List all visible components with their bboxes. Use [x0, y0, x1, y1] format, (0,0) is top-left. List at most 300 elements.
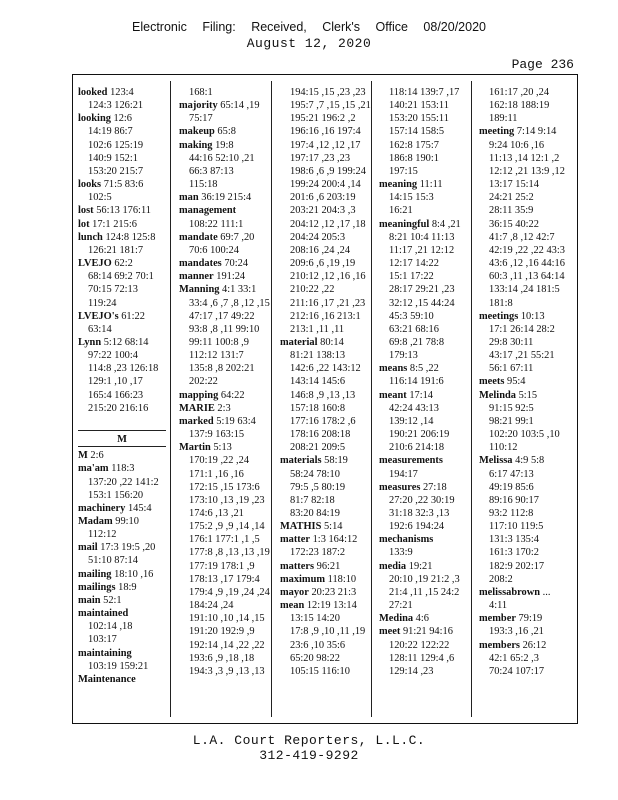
index-references: 11:17 ,21 12:12: [389, 244, 455, 256]
index-references: 42:19 ,22 ,22 43:3: [489, 244, 565, 256]
index-entry: [179, 191, 267, 204]
index-references: 17:8 ,9 ,10 ,11 ,19: [290, 626, 366, 638]
index-references: 179:4 ,9 ,19 ,24 ,24: [189, 586, 270, 598]
index-references: 1:3 164:12: [312, 534, 358, 546]
index-term: mapping: [179, 389, 219, 401]
index-term: manner: [179, 271, 214, 283]
index-references: 97:22 100:4: [88, 350, 138, 362]
index-references: 102:6 125:19: [88, 139, 144, 151]
index-term: Maintenance: [78, 673, 136, 685]
index-entry: [280, 336, 368, 349]
index-entry: [379, 612, 467, 625]
index-entry: [479, 612, 567, 625]
index-references: 208:2: [489, 573, 513, 585]
index-references: 36:19 215:4: [201, 192, 252, 204]
section-letter: M: [78, 430, 166, 447]
index-references: 14:15 15:3: [389, 192, 434, 204]
index-references: 112:12: [88, 529, 117, 541]
index-entry: [78, 178, 166, 191]
index-term: measurements: [379, 455, 443, 467]
index-references: 8:4 ,21: [431, 218, 461, 230]
index-references: 11:11: [419, 179, 443, 191]
index-entry: [78, 673, 166, 686]
index-references: ...: [542, 586, 551, 598]
index-references: 131:3 135:4: [489, 534, 539, 546]
index-references: 137:9 163:15: [189, 429, 245, 441]
index-entry: [479, 389, 567, 402]
column-divider: [371, 81, 372, 717]
index-entry: [179, 139, 267, 152]
index-term: M: [78, 450, 88, 462]
index-entry: [179, 402, 267, 415]
index-entry: [479, 310, 567, 323]
index-references: 213:1 ,11 ,11: [290, 323, 345, 335]
index-references: 186:8 190:1: [389, 152, 439, 164]
index-references: 64:22: [220, 389, 245, 401]
index-term: lot: [78, 218, 90, 230]
index-entry: [78, 541, 166, 554]
index-references: 12:12 ,21 13:9 ,12: [489, 165, 565, 177]
index-entry: [78, 594, 166, 607]
index-references: 191:20 192:9 ,9: [189, 626, 255, 638]
index-references: 195:7 ,7 ,15 ,15 ,21: [290, 100, 371, 112]
index-references: 75:17: [189, 113, 213, 125]
index-references: 5:19 63:4: [216, 415, 256, 427]
index-references: 146:8 ,9 ,13 ,13: [290, 389, 356, 401]
index-references: 194:3 ,3 ,9 ,13 ,13: [189, 665, 265, 677]
index-references: 129:14 ,23: [389, 665, 434, 677]
index-references: 135:8 ,8 202:21: [189, 363, 255, 375]
index-term: matters: [280, 560, 315, 572]
index-entry: [179, 125, 267, 138]
index-references: 103:19 159:21: [88, 660, 149, 672]
index-references: 70:24: [224, 258, 249, 270]
index-references: 8:5 ,22: [409, 363, 439, 375]
index-term: main: [78, 594, 101, 606]
index-references: 65:14 ,19: [220, 100, 260, 112]
index-references: 19:21: [408, 560, 433, 572]
index-references: 128:11 129:4 ,6: [389, 652, 455, 664]
index-references: 197:15: [389, 165, 418, 177]
index-references: 12:6: [113, 113, 133, 125]
index-term: mailings: [78, 581, 116, 593]
index-term: meet: [379, 626, 401, 638]
index-references: 210:12 ,12 ,16 ,16: [290, 271, 366, 283]
index-references: 102:14 ,18: [88, 621, 133, 633]
index-references: 41:7 ,8 ,12 42:7: [489, 231, 555, 243]
index-references: 17:14: [409, 389, 433, 401]
index-references: 70:24 107:17: [489, 665, 545, 677]
index-references: 119:24: [88, 297, 117, 309]
index-references: 177:8 ,8 ,13 ,13 ,19: [189, 547, 270, 559]
index-references: 161:3 170:2: [489, 547, 539, 559]
index-references: 168:1: [189, 87, 213, 98]
index-term: management: [179, 205, 237, 217]
index-references: 181:8: [489, 297, 513, 309]
index-references: 191:10 ,10 ,14 ,15: [189, 613, 265, 625]
index-entry: [379, 178, 467, 191]
index-references: 81:7 82:18: [290, 494, 335, 506]
index-column-3: [280, 86, 371, 723]
index-entry: [379, 362, 467, 375]
index-references: 12:19 13:14: [306, 600, 357, 612]
index-references: 71:5 83:6: [103, 179, 144, 191]
index-entry: [379, 560, 467, 573]
index-references: 58:24 78:10: [290, 468, 340, 480]
index-references: 27:20 ,22 30:19: [389, 494, 455, 506]
index-term: Manning: [179, 284, 220, 296]
index-references: 193:6 ,9 ,18 ,18: [189, 652, 255, 664]
index-term: making: [179, 139, 213, 151]
index-entry: [78, 218, 166, 231]
index-entry: [179, 441, 267, 454]
index-term: mayor: [280, 586, 309, 598]
index-references: 191:24: [216, 271, 246, 283]
index-entry: [379, 218, 467, 231]
index-term: mandate: [179, 231, 218, 243]
index-references: 124:8 125:8: [105, 231, 156, 243]
index-column-4: [379, 86, 467, 723]
index-column-2: [179, 86, 270, 723]
index-entry: [479, 375, 567, 388]
index-references: 99:10: [115, 516, 139, 527]
index-term: MARIE: [179, 402, 215, 414]
index-references: 70:6 100:24: [189, 244, 239, 256]
index-references: 145:4: [127, 502, 152, 514]
index-references: 29:8 30:11: [489, 336, 534, 348]
index-references: 28:17 29:21 ,23: [389, 284, 455, 296]
index-references: 4:1 33:1: [222, 284, 257, 296]
index-term: looked: [78, 87, 108, 98]
index-references: 204:24 205:3: [290, 231, 346, 243]
index-entry: [78, 112, 166, 125]
index-entry: [379, 625, 467, 638]
index-references: 56:1 67:11: [489, 363, 534, 375]
index-references: 212:16 ,16 213:1: [290, 310, 361, 322]
index-references: 43:6 ,12 ,16 44:16: [489, 258, 565, 270]
index-entry: [78, 607, 166, 620]
index-term: lunch: [78, 231, 103, 243]
index-references: 17:3 19:5 ,20: [100, 542, 156, 554]
index-references: 69:8 ,21 78:8: [389, 336, 445, 348]
index-references: 103:17: [88, 634, 117, 646]
index-references: 123:4: [110, 87, 134, 98]
index-entry: [280, 533, 368, 546]
index-term: Melissa: [479, 455, 513, 467]
index-references: 13:15 14:20: [290, 613, 340, 625]
blank-line: [78, 415, 166, 428]
index-references: 23:6 ,10 35:6: [290, 639, 346, 651]
index-entry: [78, 568, 166, 581]
index-term: meeting: [479, 126, 515, 138]
index-references: 33:4 ,6 ,7 ,8 ,12 ,15: [189, 297, 270, 309]
index-references: 45:3 59:10: [389, 310, 434, 322]
index-entry: [179, 204, 267, 217]
index-references: 210:6 214:18: [389, 442, 445, 454]
index-references: 211:16 ,17 ,21 ,23: [290, 297, 366, 309]
index-term: looks: [78, 179, 102, 191]
index-references: 203:21 204:3 ,3: [290, 205, 356, 217]
index-entry: [379, 389, 467, 402]
index-references: 70:15 72:13: [88, 284, 138, 296]
index-references: 93:2 112:8: [489, 508, 534, 519]
index-references: 9:24 10:6 ,16: [489, 139, 545, 151]
index-references: 112:12 131:7: [189, 350, 244, 362]
index-references: 61:22: [121, 310, 145, 322]
index-references: 153:20 215:7: [88, 165, 144, 177]
index-term: mean: [280, 600, 305, 612]
index-references: 162:18 188:19: [489, 100, 550, 112]
index-references: 190:21 206:19: [389, 429, 450, 441]
column-divider: [271, 81, 272, 717]
index-references: 99:11 100:8 ,9: [189, 336, 249, 348]
index-references: 98:21 99:1: [489, 415, 534, 427]
index-references: 210:22 ,22: [290, 284, 335, 296]
index-references: 60:3 ,11 ,13 64:14: [489, 271, 565, 283]
index-references: 10:13: [520, 310, 545, 322]
index-references: 137:20 ,22 141:2: [88, 476, 159, 488]
index-references: 4:6: [415, 613, 429, 625]
index-references: 56:13 176:11: [96, 205, 151, 217]
index-entry: [379, 481, 467, 494]
index-entry: [78, 449, 166, 462]
index-term: materials: [280, 455, 322, 467]
index-references: 52:1: [103, 594, 122, 606]
index-references: 79:19: [518, 613, 543, 625]
index-term: meant: [379, 389, 407, 401]
index-references: 153:20 155:11: [389, 113, 449, 125]
index-term: means: [379, 363, 408, 375]
index-references: 20:23 21:3: [311, 586, 357, 598]
index-references: 177:19 178:1 ,9: [189, 560, 255, 572]
index-term: meaningful: [379, 218, 430, 230]
index-term: Martin: [179, 442, 211, 454]
index-term: melissabrown: [479, 586, 541, 598]
index-term: mandates: [179, 258, 222, 270]
index-references: 115:18: [189, 179, 218, 191]
index-term: maintained: [78, 608, 129, 620]
index-references: 27:21: [389, 600, 413, 612]
index-references: 68:14 69:2 70:1: [88, 271, 154, 283]
index-references: 177:16 178:2 ,6: [290, 415, 356, 427]
index-references: 176:1 177:1 ,1 ,5: [189, 534, 260, 546]
index-references: 189:11: [489, 113, 518, 125]
index-references: 5:12 68:14: [103, 336, 149, 348]
index-entry: [280, 573, 368, 586]
index-entry: [280, 586, 368, 599]
index-entry: [179, 99, 267, 112]
index-references: 199:24 200:4 ,14: [290, 179, 361, 191]
index-term: meets: [479, 376, 505, 388]
index-references: 43:17 ,21 55:21: [489, 350, 555, 362]
index-entry: [78, 257, 166, 270]
filing-stamp: Electronic Filing: Received, Clerk's Office 08/20/2020: [132, 20, 486, 34]
index-entry: [78, 502, 166, 515]
index-term: meaning: [379, 179, 418, 191]
index-term: maximum: [280, 573, 326, 585]
index-references: 63:21 68:16: [389, 323, 439, 335]
index-references: 201:6 ,6 203:19: [290, 192, 356, 204]
index-term: MATHIS: [280, 521, 322, 533]
index-references: 32:12 ,15 44:24: [389, 297, 455, 309]
index-references: 20:10 ,19 21:2 ,3: [389, 573, 460, 585]
index-entry: [78, 462, 166, 475]
index-references: 36:15 40:22: [489, 218, 539, 230]
index-references: 31:18 32:3 ,13: [389, 508, 450, 519]
index-entry: [78, 515, 166, 528]
index-references: 42:1 65:2 ,3: [489, 652, 539, 664]
index-term: Madam: [78, 516, 113, 527]
index-entry: [280, 454, 368, 467]
index-references: 93:8 ,8 ,11 99:10: [189, 323, 260, 335]
index-references: 140:9 152:1: [88, 152, 138, 164]
index-references: 8:21 10:4 11:13: [389, 231, 455, 243]
index-entry: [379, 454, 467, 467]
index-references: 44:16 52:10 ,21: [189, 152, 255, 164]
index-references: 114:8 ,23 126:18: [88, 363, 159, 375]
index-references: 7:14 9:14: [516, 126, 557, 138]
index-references: 172:23 187:2: [290, 547, 346, 559]
index-references: 133:14 ,24 181:5: [489, 284, 560, 296]
index-entry: [479, 454, 567, 467]
index-references: 80:14: [320, 336, 344, 348]
index-references: 209:6 ,6 ,19 ,19: [290, 258, 356, 270]
index-references: 105:15 116:10: [290, 665, 350, 677]
index-term: measures: [379, 481, 421, 493]
index-entry: [78, 310, 166, 323]
index-references: 6:17 47:13: [489, 468, 534, 480]
index-references: 117:10 119:5: [489, 521, 544, 533]
index-term: Melinda: [479, 389, 516, 401]
index-references: 120:22 122:22: [389, 639, 450, 651]
index-term: member: [479, 613, 516, 625]
index-entry: [179, 415, 267, 428]
index-references: 13:17 15:14: [489, 179, 539, 191]
index-entry: [479, 125, 567, 138]
index-term: mailing: [78, 568, 112, 580]
index-references: 24:21 25:2: [489, 192, 534, 204]
index-term: lost: [78, 205, 94, 217]
index-references: 96:21: [316, 560, 341, 572]
index-references: 5:14: [323, 521, 343, 533]
index-term: meetings: [479, 310, 519, 322]
index-references: 129:1 ,10 ,17: [88, 376, 143, 388]
index-entry: [78, 86, 166, 99]
index-entry: [479, 639, 567, 652]
index-references: 2:6: [90, 450, 104, 462]
index-references: 196:16 ,16 197:4: [290, 126, 361, 138]
index-references: 202:22: [189, 376, 218, 388]
column-divider: [170, 81, 171, 717]
index-references: 49:19 85:6: [489, 481, 534, 493]
index-term: maintaining: [78, 647, 132, 659]
index-entry: [78, 647, 166, 660]
index-term: mechanisms: [379, 534, 434, 546]
reporter-phone: 312-419-9292: [259, 748, 359, 763]
index-references: 83:20 84:19: [290, 508, 340, 519]
index-term: matter: [280, 534, 310, 546]
index-column-5: [479, 86, 567, 723]
index-references: 204:12 ,12 ,17 ,18: [290, 218, 366, 230]
index-references: 197:17 ,23 ,23: [290, 152, 351, 164]
index-references: 116:14 191:6: [389, 376, 444, 388]
index-references: 4:9 5:8: [515, 455, 545, 467]
index-references: 162:8 175:7: [389, 139, 439, 151]
index-column-1: [78, 86, 166, 723]
index-term: material: [280, 336, 318, 348]
index-references: 21:4 ,11 ,15 24:2: [389, 586, 460, 598]
index-entry: [78, 204, 166, 217]
index-references: 11:13 ,14 12:1 ,2: [489, 152, 560, 164]
index-references: 161:17 ,20 ,24: [489, 87, 550, 98]
index-references: 118:14 139:7 ,17: [389, 87, 460, 98]
reporter-name: L.A. Court Reporters, L.L.C.: [192, 733, 426, 748]
hearing-date: August 12, 2020: [246, 36, 372, 51]
index-references: 27:18: [422, 481, 447, 493]
index-references: 110:12: [489, 442, 518, 454]
index-term: man: [179, 192, 199, 204]
index-term: LVEJO: [78, 258, 112, 270]
index-references: 62:2: [114, 258, 133, 270]
index-references: 194:17: [389, 468, 418, 480]
index-entry: [280, 599, 368, 612]
index-references: 165:4 166:23: [88, 389, 144, 401]
index-references: 58:19: [324, 455, 348, 467]
index-term: Lynn: [78, 336, 102, 348]
index-references: 118:10: [327, 573, 357, 585]
index-references: 133:9: [389, 547, 413, 559]
index-references: 208:16 ,24 ,24: [290, 244, 351, 256]
index-entry: [179, 270, 267, 283]
index-entry: [479, 586, 567, 599]
index-entry: [78, 336, 166, 349]
index-references: 179:13: [389, 350, 418, 362]
index-references: 184:24 ,24: [189, 600, 234, 612]
index-references: 89:16 90:17: [489, 494, 539, 506]
index-references: 19:8: [215, 139, 234, 151]
index-references: 91:15 92:5: [489, 402, 534, 414]
index-references: 65:8: [217, 126, 236, 138]
index-references: 192:6 194:24: [389, 521, 445, 533]
index-references: 153:1 156:20: [88, 489, 144, 501]
index-references: 15:1 17:22: [389, 271, 434, 283]
index-references: 79:5 ,5 80:19: [290, 481, 346, 493]
index-references: 5:15: [518, 389, 538, 401]
index-references: 143:14 145:6: [290, 376, 346, 388]
index-references: 197:4 ,12 ,12 ,17: [290, 139, 361, 151]
index-references: 193:3 ,16 ,21: [489, 626, 544, 638]
index-references: 195:21 196:2 ,2: [290, 113, 356, 125]
index-references: 118:3: [111, 463, 135, 475]
index-references: 175:2 ,9 ,9 ,14 ,14: [189, 521, 265, 533]
index-term: ma'am: [78, 463, 109, 475]
index-entry: [379, 533, 467, 546]
index-entry: [179, 389, 267, 402]
index-references: 66:3 87:13: [189, 165, 234, 177]
index-term: marked: [179, 415, 214, 427]
index-references: 172:15 ,15 173:6: [189, 481, 260, 493]
index-entry: [179, 257, 267, 270]
index-references: 124:3 126:21: [88, 100, 144, 112]
index-references: 178:16 208:18: [290, 429, 351, 441]
index-references: 63:14: [88, 323, 112, 335]
index-entry: [179, 231, 267, 244]
index-entry: [78, 581, 166, 594]
index-term: majority: [179, 100, 218, 112]
index-term: Medina: [379, 613, 414, 625]
index-references: 142:6 ,22 143:12: [290, 363, 361, 375]
index-references: 192:14 ,14 ,22 ,22: [189, 639, 265, 651]
